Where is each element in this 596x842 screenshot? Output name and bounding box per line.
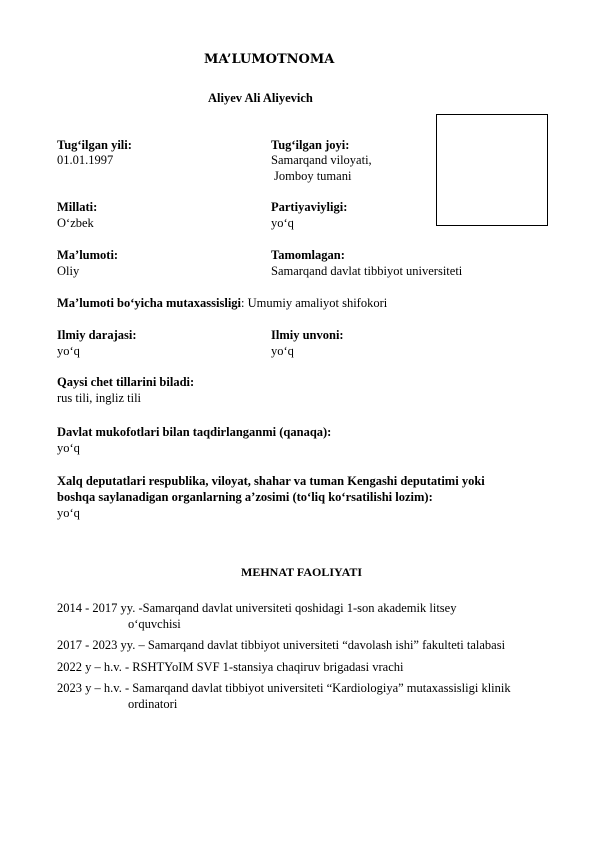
academic-title-value: yo‘q <box>271 344 294 358</box>
party-value: yo‘q <box>271 216 294 230</box>
document-title: MA’LUMOTNOMA <box>204 52 335 67</box>
deputy-value: yo‘q <box>57 506 80 520</box>
languages-label: Qaysi chet tillarini biladi: <box>57 375 195 389</box>
photo-placeholder <box>436 114 548 226</box>
person-name: Aliyev Ali Aliyevich <box>208 91 313 105</box>
specialty-row <box>57 295 387 311</box>
graduated-label: Tamomlagan: <box>271 248 345 262</box>
deputy-label-line-2: boshqa saylanadigan organlarning a’zosimi (to‘liq ko‘rsatilishi lozim): <box>57 490 433 504</box>
work-history-heading: MEHNAT FAOLIYATI <box>241 565 363 579</box>
nationality-value: O‘zbek <box>57 216 94 230</box>
deputy-label-line-1: Xalq deputatlari respublika, viloyat, shahar va tuman Kengashi deputatimi yoki <box>57 474 485 488</box>
languages-value: rus tili, ingliz tili <box>57 391 142 405</box>
awards-value: yo‘q <box>57 441 80 455</box>
education-value: Oliy <box>57 264 80 278</box>
birth-place-value-district: Jomboy tumani <box>274 169 352 183</box>
birth-place-value-region: Samarqand viloyati, <box>271 153 372 167</box>
academic-title-label: Ilmiy unvoni: <box>271 328 344 342</box>
birth-place-label: Tug‘ilgan joyi: <box>271 138 350 152</box>
party-label: Partiyaviyligi: <box>271 200 348 214</box>
degree-label: Ilmiy darajasi: <box>57 328 137 342</box>
work-entry-1-line-2: o‘quvchisi <box>128 617 181 631</box>
work-entry-2-line-1: 2017 - 2023 yy. – Samarqand davlat tibbiyot universiteti “davolash ishi” fakulteti talabasi <box>57 638 506 652</box>
specialty-value: : Umumiy amaliyot shifokori <box>241 296 388 310</box>
specialty-label: Ma’lumoti bo‘yicha mutaxassisligi <box>57 296 242 310</box>
degree-value: yo‘q <box>57 344 80 358</box>
birth-year-label: Tug‘ilgan yili: <box>57 138 132 152</box>
awards-label: Davlat mukofotlari bilan taqdirlanganmi (qanaqa): <box>57 425 332 439</box>
nationality-label: Millati: <box>57 200 98 214</box>
work-entry-1-line-1: 2014 - 2017 yy. -Samarqand davlat universiteti qoshidagi 1-son akademik litsey <box>57 601 457 615</box>
birth-year-value: 01.01.1997 <box>57 153 114 167</box>
work-entry-3-line-1: 2022 y – h.v. - RSHTYoIM SVF 1-stansiya chaqiruv brigadasi vrachi <box>57 660 404 674</box>
work-entry-4-line-2: ordinatori <box>128 697 178 711</box>
work-entry-4-line-1: 2023 y – h.v. - Samarqand davlat tibbiyot universiteti “Kardiologiya” mutaxassisligi klinik <box>57 681 511 695</box>
graduated-value: Samarqand davlat tibbiyot universiteti <box>271 264 463 278</box>
education-label: Ma’lumoti: <box>57 248 119 262</box>
